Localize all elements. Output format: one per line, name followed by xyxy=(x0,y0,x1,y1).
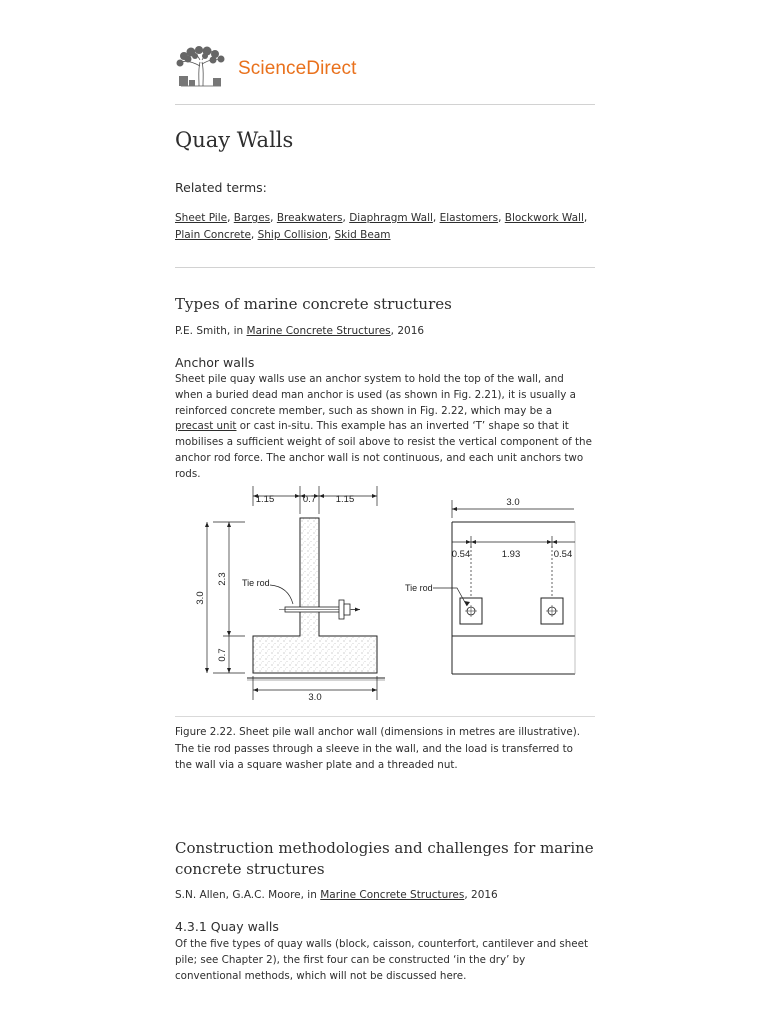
source-link[interactable]: Marine Concrete Structures xyxy=(246,325,391,337)
tie-rod-label: Tie rod xyxy=(242,578,270,588)
dim-label: 3.0 xyxy=(308,692,322,703)
washer-plate-right xyxy=(541,598,563,624)
section-subheading: 4.3.1 Quay walls xyxy=(175,919,279,934)
section-title: Construction methodologies and challenges for marine concrete structures xyxy=(175,839,594,878)
section-paragraph: Sheet pile quay walls use an anchor system to hold the top of the wall, and when a buried dead man anchor is used (as shown in Fig. 2.21), it is usually a reinforced concrete member, such as shown in Fig. 2.22, which may be a precast unit or cast in-situ. This example has an inverted ‘T’ shape so that it mobilises a sufficient weight of soil above to resist the vertical component of the anchor rod force. The anchor wall is not continuous, and each unit anchors two rods. xyxy=(175,373,592,480)
related-term-link[interactable]: Ship Collision xyxy=(257,228,328,241)
section-title: Types of marine concrete structures xyxy=(175,295,452,313)
divider xyxy=(175,104,595,105)
tie-rod-label: Tie rod xyxy=(405,583,433,593)
section-subheading: Anchor walls xyxy=(175,355,255,370)
dim-label: 0.7 xyxy=(302,494,317,505)
related-terms-list: Sheet Pile, Barges, Breakwaters, Diaphragm Wall, Elastomers, Blockwork Wall, Plain Concrete, Ship Collision, Skid Beam xyxy=(175,212,588,241)
related-term-link[interactable]: Elastomers xyxy=(439,212,499,224)
figure-caption: Figure 2.22. Sheet pile wall anchor wall (dimensions in metres are illustrative). The tie rod passes through a sleeve in the wall, and the load is transferred to the wall via a square washer plate and a threaded nut. xyxy=(175,726,581,771)
section-source: P.E. Smith, in Marine Concrete Structures, 2016 xyxy=(175,325,425,337)
dim-label: 3.0 xyxy=(506,497,520,508)
dim-label: 3.0 xyxy=(195,591,206,605)
section-view xyxy=(195,486,385,703)
page-title: Quay Walls xyxy=(175,128,294,152)
section-source: S.N. Allen, G.A.C. Moore, in Marine Concrete Structures, 2016 xyxy=(175,889,498,901)
dim-label: 2.3 xyxy=(217,572,228,586)
source-link[interactable]: Marine Concrete Structures xyxy=(320,889,465,901)
washer-plate-left xyxy=(460,598,482,624)
header xyxy=(175,46,595,96)
dim-label: 0.54 xyxy=(553,549,573,560)
related-term-link[interactable]: Blockwork Wall xyxy=(504,212,584,224)
brand-name[interactable]: ScienceDirect xyxy=(238,58,357,79)
related-term-link[interactable]: Sheet Pile xyxy=(175,212,228,224)
dim-label: 0.7 xyxy=(217,648,228,662)
related-term-link[interactable]: Barges xyxy=(233,212,271,224)
dim-label: 1.15 xyxy=(255,494,275,505)
section-paragraph: Of the five types of quay walls (block, caisson, counterfort, cantilever and sheet pile; see Chapter 2), the first four can be constructed ‘in the dry’ by conventional methods, which will not be discussed here. xyxy=(175,938,588,982)
elsevier-tree-logo[interactable] xyxy=(175,46,227,92)
precast-unit-link[interactable]: precast unit xyxy=(175,420,237,433)
dim-label: 1.93 xyxy=(501,549,521,560)
elevation-view xyxy=(405,497,575,674)
related-term-link[interactable]: Breakwaters xyxy=(276,212,343,224)
related-term-link[interactable]: Skid Beam xyxy=(334,228,391,241)
related-term-link[interactable]: Plain Concrete xyxy=(175,228,251,241)
related-term-link[interactable]: Diaphragm Wall xyxy=(349,212,433,224)
figure-2-22[interactable] xyxy=(175,478,595,714)
anchor-wall-diagram xyxy=(175,478,595,714)
related-terms-label: Related terms: xyxy=(175,180,267,195)
divider xyxy=(175,267,595,268)
dim-label: 1.15 xyxy=(335,494,355,505)
dim-label: 0.54 xyxy=(451,549,471,560)
caption-divider xyxy=(175,716,595,717)
